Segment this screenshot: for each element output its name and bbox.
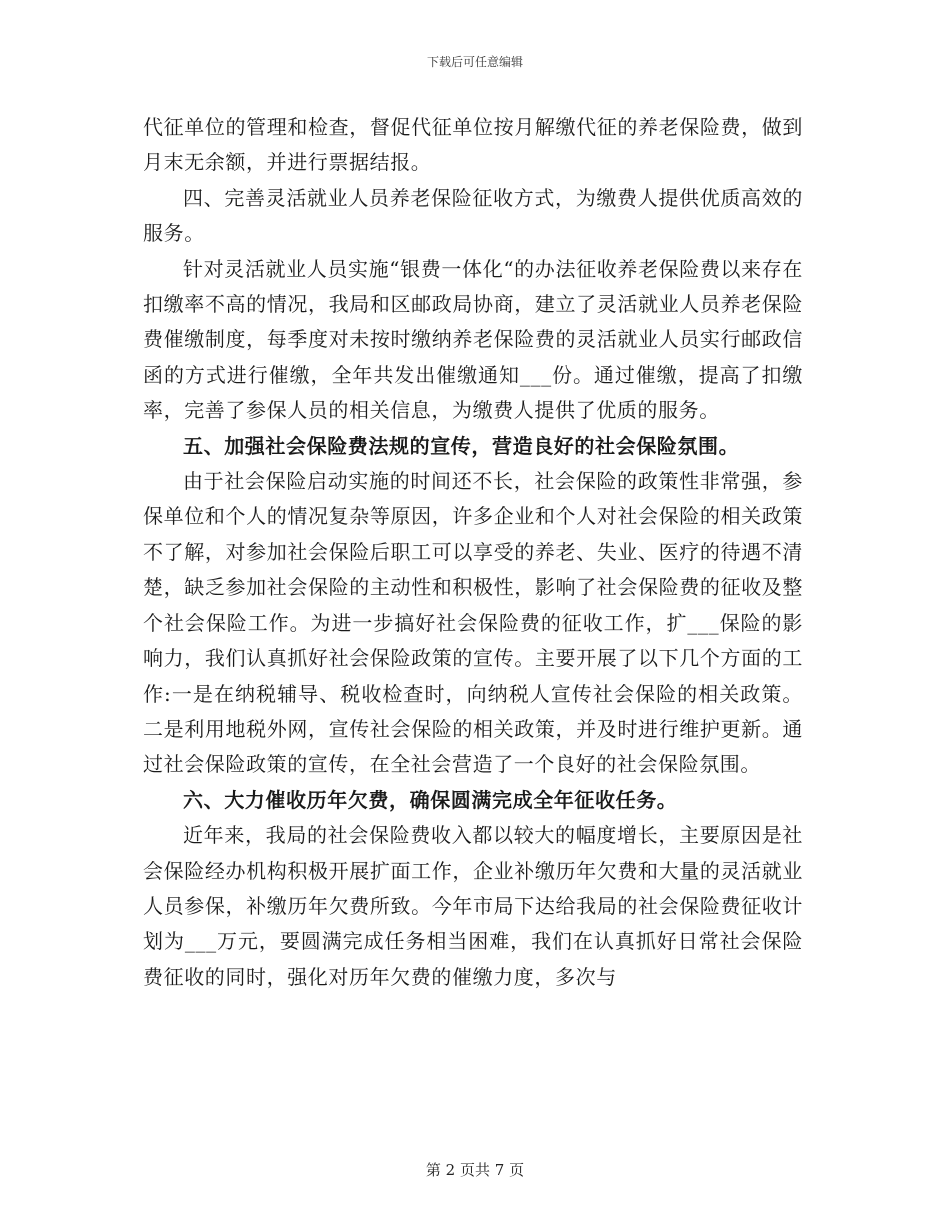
paragraph: 由于社会保险启动实施的时间还不长，社会保险的政策性非常强，参保单位和个人的情况复杂等原因，许多企业和个人对社会保险的相关政策不了解，对参加社会保险后职工可以享受的养老、失业、医疗的待遇不清楚，缺乏参加社会保险的主动性和积极性，影响了社会保险费的征收及整个社会保险工作。为进一步搞好社会保险费的征收工作，扩___保险的影响力，我们认真抓好社会保险政策的宣传。主要开展了以下几个方面的工作:一是在纳税辅导、税收检查时，向纳税人宣传社会保险的相关政策。二是利用地税外网，宣传社会保险的相关政策，并及时进行维护更新。通过社会保险政策的宣传，在全社会营造了一个良好的社会保险氛围。 (143, 469, 803, 777)
paragraph: 四、完善灵活就业人员养老保险征收方式，为缴费人提供优质高效的服务。 (143, 185, 803, 246)
section-heading: 五、加强社会保险费法规的宣传，营造良好的社会保险氛围。 (183, 433, 740, 458)
page-footer: 第 2 页共 7 页 (425, 1161, 525, 1179)
paragraph: 代征单位的管理和检查，督促代征单位按月解缴代征的养老保险费，做到月末无余额，并进行票据结报。 (143, 115, 803, 175)
section-heading: 六、大力催收历年欠费，确保圆满完成全年征收任务。 (183, 787, 678, 812)
document-body (143, 110, 803, 995)
paragraph: 针对灵活就业人员实施“银费一体化“的办法征收养老保险费以来存在扣缴率不高的情况，我局和区邮政局协商，建立了灵活就业人员养老保险费催缴制度，每季度对未按时缴纳养老保险费的灵活就业人员实行邮政信函的方式进行催缴，全年共发出催缴通知___份。通过催缴，提高了扣缴率，完善了参保人员的相关信息，为缴费人提供了优质的服务。 (143, 256, 803, 423)
page-header: 下载后可任意编辑 (426, 55, 523, 69)
paragraph: 近年来，我局的社会保险费收入都以较大的幅度增长，主要原因是社会保险经办机构积极开展扩面工作，企业补缴历年欠费和大量的灵活就业人员参保，补缴历年欠费所致。今年市局下达给我局的社会保险费征收计划为___万元，要圆满完成任务相当困难，我们在认真抓好日常社会保险费征收的同时，强化对历年欠费的催缴力度，多次与 (143, 823, 803, 989)
